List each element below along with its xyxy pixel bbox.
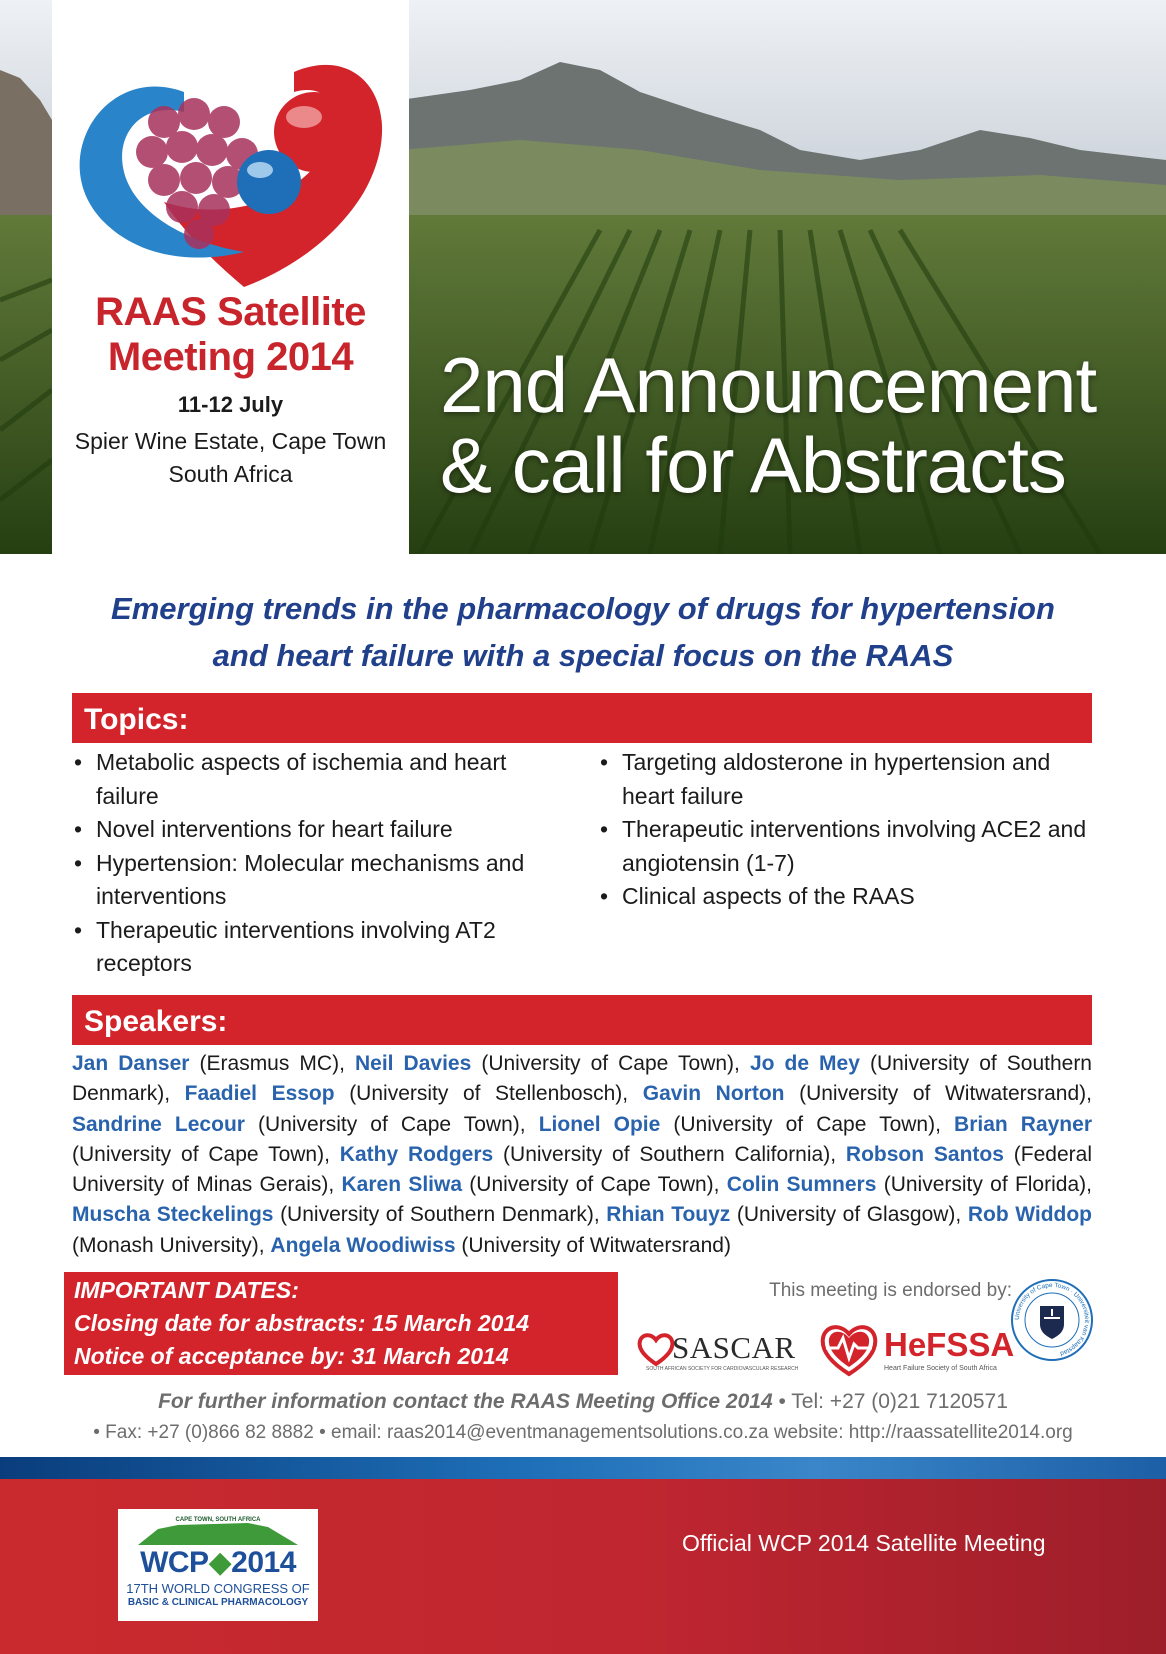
speaker-affiliation: (Federal University of Minas Gerais) <box>72 1142 1092 1197</box>
speaker-affiliation: (University of Southern Denmark) <box>280 1203 594 1227</box>
speaker-name: Rob Widdop <box>967 1203 1093 1227</box>
speaker-name: Sandrine Lecour <box>72 1112 245 1136</box>
speaker-entry: Brian Rayner (University of Cape Town), <box>72 1112 1092 1166</box>
speaker-affiliation: (Erasmus MC) <box>199 1052 340 1075</box>
speaker-name: Jan Danser <box>72 1052 190 1075</box>
endorsed-by-label: This meeting is endorsed by: <box>769 1280 1012 1301</box>
event-title <box>52 290 409 380</box>
speaker-affiliation: (University of Witwatersrand) <box>799 1082 1087 1106</box>
speaker-affiliation: (University of Southern Denmark) <box>72 1052 1092 1106</box>
speaker-name: Rhian Touyz <box>606 1203 731 1227</box>
speaker-entry: Jo de Mey (University of Southern Denmark), <box>72 1052 1092 1106</box>
uct-seal-text: University of Cape Town · Universiteit van Kaapstad <box>1013 1281 1091 1357</box>
event-title-line1: RAAS Satellite <box>95 290 366 334</box>
sascar-subtitle: SOUTH AFRICAN SOCIETY FOR CARDIOVASCULAR RESEARCH <box>646 1366 799 1372</box>
speaker-name: Jo de Mey <box>749 1052 860 1075</box>
wcp-wordmark <box>118 1545 318 1580</box>
speaker-affiliation: (University of Florida) <box>883 1173 1087 1197</box>
speaker-affiliation: (University of Cape Town) <box>481 1052 735 1075</box>
topic-item: • Novel interventions for heart failure <box>72 813 542 847</box>
event-title-line2: Meeting 2014 <box>107 335 354 379</box>
speaker-entry: Karen Sliwa (University of Cape Town), <box>341 1173 720 1197</box>
wcp-wordmark-right: 2014 <box>231 1546 296 1579</box>
announcement-headline <box>440 341 1140 509</box>
speaker-affiliation: (University of Southern California) <box>503 1142 831 1166</box>
topics-list-left <box>72 746 542 981</box>
speaker-affiliation: (University of Cape Town) <box>673 1112 936 1136</box>
speakers-paragraph <box>72 1049 1092 1261</box>
speaker-entry: Kathy Rodgers (University of Southern California), <box>339 1142 837 1166</box>
wcp-city: CAPE TOWN, SOUTH AFRICA <box>175 1517 261 1523</box>
important-dates-box <box>64 1272 618 1375</box>
speaker-affiliation: (University of Stellenbosch) <box>349 1082 623 1106</box>
topics-list-right <box>598 746 1098 914</box>
speaker-name: Muscha Steckelings <box>72 1203 274 1227</box>
speakers-heading: Speakers: <box>72 995 1092 1045</box>
important-dates-heading: IMPORTANT DATES: <box>74 1277 299 1303</box>
topic-item: • Therapeutic interventions involving AT2 receptors <box>72 914 542 981</box>
uct-seal-logo <box>1010 1278 1094 1362</box>
abstract-closing-date: Closing date for abstracts: 15 March 2014 <box>74 1310 530 1336</box>
hero-banner <box>0 0 1166 554</box>
speaker-affiliation: (Monash University) <box>72 1233 259 1257</box>
sascar-wordmark: SASCAR <box>672 1330 796 1365</box>
speaker-entry: Rob Widdop (Monash University), <box>72 1203 1093 1257</box>
contact-lead: For further information contact the RAAS Meeting Office 2014 <box>158 1390 773 1413</box>
footer-blue-stripe <box>0 1457 1166 1479</box>
theme-line2: and heart failure with a special focus on the RAAS <box>212 638 954 673</box>
wcp-congress-line: 17TH WORLD CONGRESS OF <box>126 1581 310 1596</box>
speaker-affiliation: (University of Cape Town) <box>469 1173 714 1197</box>
wcp-2014-logo <box>118 1509 318 1621</box>
speaker-affiliation: (University of Cape Town) <box>258 1112 520 1136</box>
contact-line-2: • Fax: +27 (0)866 82 8882 • email: raas2014@eventmanagementsolutions.co.za website: http://raassatellite2014.org <box>93 1422 1073 1443</box>
speaker-name: Colin Sumners <box>726 1173 877 1197</box>
theme-line1: Emerging trends in the pharmacology of drugs for hypertension <box>111 591 1055 626</box>
contact-line-1 <box>0 1390 1166 1414</box>
topic-item: • Therapeutic interventions involving ACE2 and angiotensin (1-7) <box>598 813 1098 880</box>
raas-logo <box>64 52 404 292</box>
speaker-name: Karen Sliwa <box>341 1173 463 1197</box>
headline-line1: 2nd Announcement <box>440 341 1097 429</box>
meeting-theme <box>40 585 1126 679</box>
wcp-wordmark-left: WCP <box>140 1546 209 1579</box>
speaker-name: Robson Santos <box>845 1142 1004 1166</box>
speaker-name: Faadiel Essop <box>184 1082 335 1106</box>
speaker-affiliation: (University of Cape Town) <box>72 1142 325 1166</box>
hefssa-heart-icon <box>818 1318 880 1380</box>
topic-item: • Clinical aspects of the RAAS <box>598 880 1098 914</box>
speaker-name: Neil Davies <box>354 1052 472 1075</box>
acceptance-notice-date: Notice of acceptance by: 31 March 2014 <box>74 1343 509 1369</box>
headline-line2: & call for Abstracts <box>440 421 1066 509</box>
speaker-name: Brian Rayner <box>954 1112 1092 1136</box>
topic-item: • Metabolic aspects of ischemia and heart failure <box>72 746 542 813</box>
event-date: 11-12 July <box>177 392 284 417</box>
speaker-entry: Neil Davies (University of Cape Town), <box>354 1052 740 1075</box>
sascar-logo <box>636 1326 804 1376</box>
speaker-entry <box>270 1234 731 1257</box>
speaker-affiliation: (University of Witwatersrand) <box>461 1233 731 1257</box>
speaker-name: Lionel Opie <box>538 1112 661 1136</box>
speaker-entry: Sandrine Lecour (University of Cape Town), <box>72 1112 526 1136</box>
speaker-entry: Robson Santos (Federal University of Minas Gerais), <box>72 1142 1092 1197</box>
event-venue-line1: Spier Wine Estate, Cape Town <box>74 428 387 454</box>
speaker-entry: Gavin Norton (University of Witwatersrand), <box>642 1082 1092 1106</box>
event-venue <box>52 425 409 491</box>
speaker-name: Gavin Norton <box>642 1082 785 1106</box>
africa-map-icon: ◆ <box>208 1546 232 1579</box>
speaker-entry: Jan Danser (Erasmus MC), <box>72 1052 345 1075</box>
speaker-entry: Lionel Opie (University of Cape Town), <box>538 1112 941 1136</box>
hefssa-logo <box>818 1316 1015 1382</box>
hefssa-subtitle: Heart Failure Society of South Africa <box>884 1365 997 1372</box>
topics-heading: Topics: <box>72 693 1092 743</box>
speaker-affiliation: (University of Glasgow) <box>736 1203 956 1227</box>
sascar-heart-icon <box>636 1330 676 1370</box>
wcp-discipline-line: BASIC & CLINICAL PHARMACOLOGY <box>127 1597 309 1608</box>
speaker-entry: Colin Sumners (University of Florida), <box>726 1173 1092 1197</box>
topic-item: • Hypertension: Molecular mechanisms and interventions <box>72 847 542 914</box>
contact-tel: • Tel: +27 (0)21 7120571 <box>778 1390 1008 1413</box>
event-venue-line2: South Africa <box>168 461 293 487</box>
hefssa-wordmark: HeFSSA <box>884 1326 1015 1363</box>
official-satellite-label: Official WCP 2014 Satellite Meeting <box>682 1530 1046 1556</box>
speaker-entry: Muscha Steckelings (University of Southern Denmark), <box>72 1203 600 1227</box>
speaker-name: Kathy Rodgers <box>339 1142 494 1166</box>
speaker-name: Angela Woodiwiss <box>270 1233 456 1257</box>
speaker-entry: Faadiel Essop (University of Stellenbosch), <box>184 1082 629 1106</box>
speaker-entry: Rhian Touyz (University of Glasgow), <box>606 1203 962 1227</box>
topic-item: • Targeting aldosterone in hypertension and heart failure <box>598 746 1098 813</box>
